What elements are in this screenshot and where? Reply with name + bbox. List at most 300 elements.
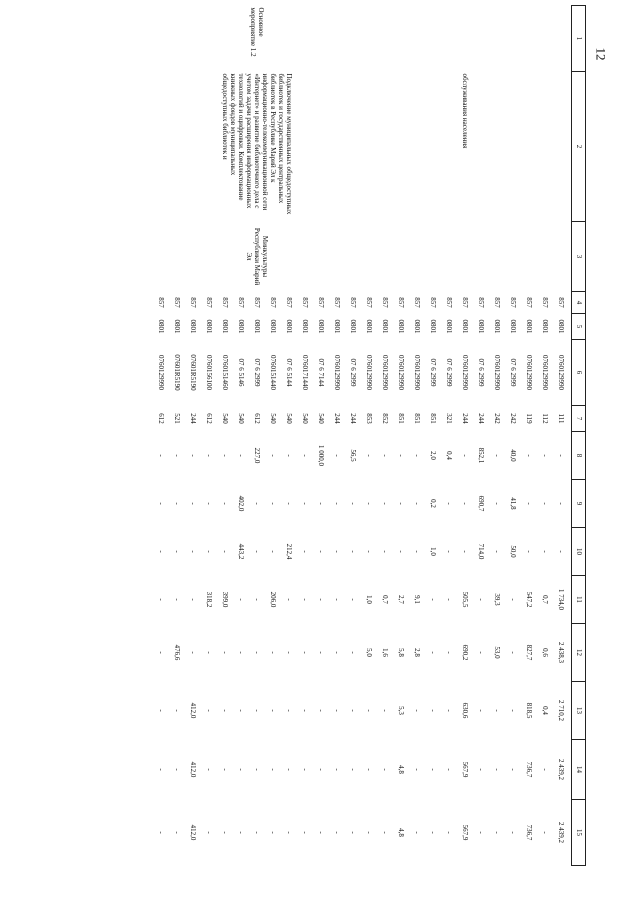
table-cell: - <box>333 651 342 654</box>
table-cell: - <box>413 831 422 834</box>
table-cell: - <box>157 651 166 654</box>
table-cell: - <box>349 598 358 601</box>
table-cell: 2 439,2 <box>557 759 566 780</box>
column-header: 8 <box>572 432 586 480</box>
table-cell: - <box>237 651 246 654</box>
table-cell: - <box>413 768 422 771</box>
table-cell: - <box>253 831 262 834</box>
table-cell: - <box>173 550 182 553</box>
table-cell: 857 <box>205 297 214 308</box>
table-cell: 112 <box>541 413 550 424</box>
table-cell: - <box>557 550 566 553</box>
table-cell: 0801 <box>349 319 358 334</box>
table-cell: - <box>253 768 262 771</box>
table-cell: - <box>157 768 166 771</box>
table-cell: - <box>173 454 182 457</box>
table-cell: 443,2 <box>237 543 246 560</box>
table-cell: 0760151440 <box>269 355 278 390</box>
table-cell: - <box>541 831 550 834</box>
table-cell: - <box>525 550 534 553</box>
table-cell: - <box>317 709 326 712</box>
table-cell: - <box>541 454 550 457</box>
column-header: 7 <box>572 406 586 432</box>
table-cell: 0760129990 <box>525 355 534 390</box>
table-cell: - <box>541 550 550 553</box>
table-cell: - <box>445 651 454 654</box>
table-cell: 857 <box>173 297 182 308</box>
table-cell: 212,4 <box>285 543 294 560</box>
table-cell: 07 6 2999 <box>477 358 486 387</box>
table-cell: 567,9 <box>461 761 470 778</box>
table-cell: - <box>189 454 198 457</box>
table-cell: 1 734,0 <box>557 589 566 610</box>
table-cell: 41,8 <box>509 497 518 510</box>
table-cell: 2,8 <box>413 648 422 657</box>
column-header: 10 <box>572 528 586 576</box>
table-cell: - <box>525 454 534 457</box>
table-cell: 07601R5190 <box>189 354 198 391</box>
table-cell: - <box>301 709 310 712</box>
table-cell: - <box>285 768 294 771</box>
table-cell: 540 <box>221 413 230 424</box>
table-cell: 0,4 <box>445 451 454 460</box>
table-cell: 540 <box>301 413 310 424</box>
table-cell: - <box>525 502 534 505</box>
table-cell: 0801 <box>253 319 262 334</box>
table-cell: - <box>365 502 374 505</box>
table-cell: - <box>413 502 422 505</box>
table-cell: - <box>557 454 566 457</box>
table-cell: - <box>205 454 214 457</box>
table-cell: 0,4 <box>541 706 550 715</box>
table-cell: 0801 <box>429 319 438 334</box>
table-cell: - <box>493 709 502 712</box>
table-cell: 851 <box>397 413 406 424</box>
table-cell: - <box>461 502 470 505</box>
table-cell: 857 <box>413 297 422 308</box>
table-cell: 0760151460 <box>221 355 230 390</box>
table-cell: - <box>205 651 214 654</box>
table-cell: 857 <box>381 297 390 308</box>
table-cell: 0801 <box>509 319 518 334</box>
table-cell: - <box>365 831 374 834</box>
table-cell: 0801 <box>237 319 246 334</box>
table-cell: 0760129990 <box>541 355 550 390</box>
table-cell: - <box>429 768 438 771</box>
table-cell: - <box>509 831 518 834</box>
table-cell: 07 6 2999 <box>429 358 438 387</box>
table-cell: 852,1 <box>477 447 486 464</box>
table-cell: - <box>333 709 342 712</box>
table-cell: - <box>157 709 166 712</box>
table-cell: - <box>173 502 182 505</box>
table-cell: 857 <box>285 297 294 308</box>
table-cell: - <box>205 831 214 834</box>
table-cell: - <box>493 502 502 505</box>
table-cell: 857 <box>317 297 326 308</box>
table-cell: - <box>301 598 310 601</box>
table-cell: - <box>237 598 246 601</box>
table-cell: 0801 <box>557 319 566 334</box>
table-cell: 857 <box>397 297 406 308</box>
table-cell: - <box>301 454 310 457</box>
table-cell: 244 <box>477 413 486 424</box>
table-cell: 4,8 <box>397 828 406 837</box>
table-cell: - <box>317 831 326 834</box>
table-cell: 0760129990 <box>381 355 390 390</box>
table-cell: 736,7 <box>525 824 534 841</box>
table-cell: - <box>333 768 342 771</box>
table-cell: 07 6 2999 <box>445 358 454 387</box>
table-cell: 857 <box>365 297 374 308</box>
column-header: 2 <box>572 72 586 222</box>
table-cell: 0801 <box>525 319 534 334</box>
table-cell: 5,3 <box>397 706 406 715</box>
table-cell: 0801 <box>317 319 326 334</box>
table-cell: 857 <box>525 297 534 308</box>
table-cell: - <box>221 454 230 457</box>
table-cell: 5,8 <box>397 648 406 657</box>
table-cell: - <box>253 651 262 654</box>
table-cell: 39,3 <box>493 593 502 606</box>
table-cell: - <box>221 709 230 712</box>
table-cell: 56,5 <box>349 449 358 462</box>
table-cell: 852 <box>381 413 390 424</box>
table-cell: - <box>541 502 550 505</box>
table-cell: 0,6 <box>541 648 550 657</box>
table-cell: - <box>477 831 486 834</box>
table-cell: 857 <box>237 297 246 308</box>
table-cell: 857 <box>541 297 550 308</box>
table-cell: - <box>301 831 310 834</box>
table-cell: 857 <box>253 297 262 308</box>
table-cell: 857 <box>349 297 358 308</box>
table-cell: 857 <box>269 297 278 308</box>
table-cell: 1,0 <box>365 595 374 604</box>
table-cell: 2 710,2 <box>557 700 566 721</box>
table-cell: 0760129990 <box>461 355 470 390</box>
table-cell: - <box>461 550 470 553</box>
table-cell: - <box>317 502 326 505</box>
table-cell: 402,0 <box>237 495 246 512</box>
table-cell: - <box>365 454 374 457</box>
table-cell: - <box>157 550 166 553</box>
table-cell: - <box>189 651 198 654</box>
table-cell: 0760129990 <box>557 355 566 390</box>
table-cell: - <box>397 550 406 553</box>
table-cell: 521 <box>173 413 182 424</box>
table-cell: 244 <box>461 413 470 424</box>
table-cell: - <box>429 709 438 712</box>
table-cell: - <box>317 651 326 654</box>
table-cell: - <box>445 709 454 712</box>
table-cell: 2 439,2 <box>557 822 566 843</box>
table-cell: - <box>269 831 278 834</box>
table-cell: - <box>269 550 278 553</box>
column-header: 3 <box>572 222 586 292</box>
table-cell: 0801 <box>541 319 550 334</box>
table-cell: 857 <box>333 297 342 308</box>
table-cell: 857 <box>509 297 518 308</box>
page-number: 12 <box>593 47 609 61</box>
table-cell: 0760129990 <box>397 355 406 390</box>
table-cell: 318,2 <box>205 591 214 608</box>
table-cell: - <box>221 550 230 553</box>
table-cell: 0801 <box>413 319 422 334</box>
table-cell: 0760129990 <box>365 355 374 390</box>
table-cell: 857 <box>477 297 486 308</box>
table-cell: 0801 <box>301 319 310 334</box>
table-cell: 0801 <box>157 319 166 334</box>
table-cell: - <box>301 651 310 654</box>
table-cell: - <box>221 651 230 654</box>
table-cell: 5,0 <box>365 648 374 657</box>
table-cell: - <box>557 502 566 505</box>
table-cell: 242 <box>509 413 518 424</box>
table-cell: - <box>253 550 262 553</box>
table-cell: 0801 <box>285 319 294 334</box>
table-cell: - <box>429 598 438 601</box>
table-cell: 612 <box>253 413 262 424</box>
table-cell: - <box>381 550 390 553</box>
table-cell: - <box>413 550 422 553</box>
table-cell: 1,6 <box>381 648 390 657</box>
table-cell: 540 <box>237 413 246 424</box>
table-cell: - <box>477 598 486 601</box>
table-cell: 630,6 <box>461 702 470 719</box>
table-cell: 505,5 <box>461 591 470 608</box>
table-cell: 476,6 <box>173 644 182 661</box>
table-cell: - <box>413 454 422 457</box>
table-cell: - <box>221 831 230 834</box>
table-cell: 857 <box>221 297 230 308</box>
table-cell: 0801 <box>445 319 454 334</box>
table-cell: - <box>349 768 358 771</box>
table-cell: 0801 <box>397 319 406 334</box>
table-cell: 0760129990 <box>157 355 166 390</box>
table-cell: 690,2 <box>461 644 470 661</box>
table-body <box>153 6 572 866</box>
table-cell: - <box>493 831 502 834</box>
column-header: 14 <box>572 740 586 800</box>
table-cell: - <box>413 709 422 712</box>
table-cell: 857 <box>301 297 310 308</box>
table-cell: - <box>301 502 310 505</box>
table-cell: 0760156100 <box>205 355 214 390</box>
table-cell: 0801 <box>365 319 374 334</box>
table-cell: 9,1 <box>413 595 422 604</box>
table-cell: - <box>221 768 230 771</box>
table-cell: 0760129990 <box>333 355 342 390</box>
table-cell: - <box>493 550 502 553</box>
table-cell: - <box>237 709 246 712</box>
table-cell: 857 <box>557 297 566 308</box>
table-cell: 0801 <box>189 319 198 334</box>
table-cell: - <box>205 502 214 505</box>
table-cell: 50,0 <box>509 545 518 558</box>
table-cell: 07 6 5146 <box>237 358 246 387</box>
rotated-table-wrapper <box>112 5 586 865</box>
table-cell: - <box>317 598 326 601</box>
table-cell: 0801 <box>173 319 182 334</box>
table-cell: 2,0 <box>429 451 438 460</box>
table-cell: 412,0 <box>189 824 198 841</box>
table-cell: - <box>237 831 246 834</box>
table-cell: 1 000,0 <box>317 445 326 466</box>
column-header: 9 <box>572 480 586 528</box>
table-cell: - <box>285 831 294 834</box>
table-cell: 857 <box>157 297 166 308</box>
table-cell: - <box>397 454 406 457</box>
column-header: 1 <box>572 6 586 72</box>
table-cell: 0801 <box>493 319 502 334</box>
table-cell: - <box>333 831 342 834</box>
column-header: 4 <box>572 292 586 314</box>
table-cell: - <box>157 598 166 601</box>
table-cell: - <box>237 454 246 457</box>
table-cell: - <box>477 768 486 771</box>
table-cell: 851 <box>413 413 422 424</box>
table-cell: - <box>333 502 342 505</box>
table-cell: - <box>381 709 390 712</box>
column-header: 11 <box>572 576 586 624</box>
table-cell: 07 6 7144 <box>317 358 326 387</box>
measure-name: Подключение муниципальных общедоступных библиотек и государственных центральных библиотек в Республике Марий Эл к информационно-телекоммуникационной сети «Интернет» и развитие библиотечного дела с учетом задачи расширения информационных технологий и оцифровки. Комплектование книжных фондов муниципальных общедоступных библиотек и <box>220 73 294 215</box>
table-cell: - <box>365 709 374 712</box>
table-cell: - <box>461 454 470 457</box>
table-cell: - <box>173 709 182 712</box>
table-cell: - <box>541 768 550 771</box>
table-cell: 540 <box>269 413 278 424</box>
table-cell: - <box>493 454 502 457</box>
table-header <box>572 6 586 866</box>
table-cell: 2,7 <box>397 595 406 604</box>
table-cell: 07 6 2999 <box>509 358 518 387</box>
table-cell: 07 6 2999 <box>253 358 262 387</box>
table-cell: 857 <box>493 297 502 308</box>
table-cell: - <box>445 768 454 771</box>
table-row <box>345 6 361 866</box>
table-cell: - <box>381 454 390 457</box>
table-cell: 0801 <box>221 319 230 334</box>
table-cell: - <box>205 709 214 712</box>
table-cell: 412,0 <box>189 702 198 719</box>
table-cell: 0760129990 <box>493 355 502 390</box>
table-cell: 244 <box>349 413 358 424</box>
table-cell: 0760171440 <box>301 355 310 390</box>
table-cell: - <box>509 709 518 712</box>
measure-label <box>361 6 572 72</box>
table-cell: - <box>365 550 374 553</box>
table-cell: 736,7 <box>525 761 534 778</box>
table-cell: - <box>285 598 294 601</box>
table-cell: - <box>285 709 294 712</box>
table-cell: - <box>397 502 406 505</box>
table-cell: 0801 <box>381 319 390 334</box>
table-cell: 857 <box>445 297 454 308</box>
table-cell: - <box>157 454 166 457</box>
table-cell: - <box>285 454 294 457</box>
table-cell: - <box>509 651 518 654</box>
table-cell: - <box>253 709 262 712</box>
table-cell: 0801 <box>269 319 278 334</box>
table-cell: - <box>445 831 454 834</box>
table-cell: - <box>365 768 374 771</box>
table-cell: - <box>445 598 454 601</box>
table-cell: 0,7 <box>541 595 550 604</box>
table-cell: - <box>189 502 198 505</box>
table-cell: - <box>381 831 390 834</box>
table-cell: 851 <box>429 413 438 424</box>
table-cell: - <box>157 831 166 834</box>
table-cell: - <box>253 502 262 505</box>
table-cell: 0801 <box>333 319 342 334</box>
table-cell: 0760129990 <box>413 355 422 390</box>
table-cell: 714,0 <box>477 543 486 560</box>
table-cell: - <box>349 651 358 654</box>
column-header: 13 <box>572 682 586 740</box>
table-cell: - <box>269 768 278 771</box>
table-cell: - <box>349 550 358 553</box>
executor: Минкультуры Республики Марий Эл <box>244 227 270 286</box>
table-cell: - <box>477 709 486 712</box>
table-cell: 540 <box>317 413 326 424</box>
measure-label: Основное мероприятие 1.2 <box>249 7 266 57</box>
table-cell: - <box>445 550 454 553</box>
table-cell: 818,5 <box>525 702 534 719</box>
table-cell: - <box>189 550 198 553</box>
table-cell: 244 <box>189 413 198 424</box>
table-cell: - <box>237 768 246 771</box>
table-cell: - <box>285 502 294 505</box>
table-cell: 111 <box>557 413 566 424</box>
table-cell: 612 <box>157 413 166 424</box>
table-cell: 0801 <box>477 319 486 334</box>
table-cell: 227,0 <box>253 447 262 464</box>
table-cell: 0,2 <box>429 499 438 508</box>
table-cell: - <box>333 598 342 601</box>
table-cell: - <box>317 768 326 771</box>
budget-table <box>153 5 586 866</box>
table-cell: - <box>509 598 518 601</box>
table-cell: 206,0 <box>269 591 278 608</box>
table-cell: 1,0 <box>429 547 438 556</box>
table-cell: 53,0 <box>493 646 502 659</box>
table-cell: 399,0 <box>221 591 230 608</box>
table-cell: 612 <box>205 413 214 424</box>
table-cell: 07601R5190 <box>173 354 182 391</box>
table-cell: - <box>205 768 214 771</box>
table-cell: - <box>509 768 518 771</box>
table-sheet <box>112 5 586 865</box>
column-header: 12 <box>572 624 586 682</box>
table-cell: - <box>349 831 358 834</box>
table-cell: 321 <box>445 413 454 424</box>
table-cell: - <box>493 768 502 771</box>
table-cell: - <box>173 768 182 771</box>
table-cell: - <box>221 502 230 505</box>
table-cell: 690,7 <box>477 495 486 512</box>
table-cell: - <box>157 502 166 505</box>
table-cell: - <box>381 768 390 771</box>
table-row <box>553 6 572 866</box>
table-cell: - <box>429 651 438 654</box>
table-cell: 4,8 <box>397 765 406 774</box>
table-cell: 853 <box>365 413 374 424</box>
measure-name: обслуживания населения <box>461 73 470 149</box>
table-cell: 547,2 <box>525 591 534 608</box>
table-cell: - <box>301 550 310 553</box>
